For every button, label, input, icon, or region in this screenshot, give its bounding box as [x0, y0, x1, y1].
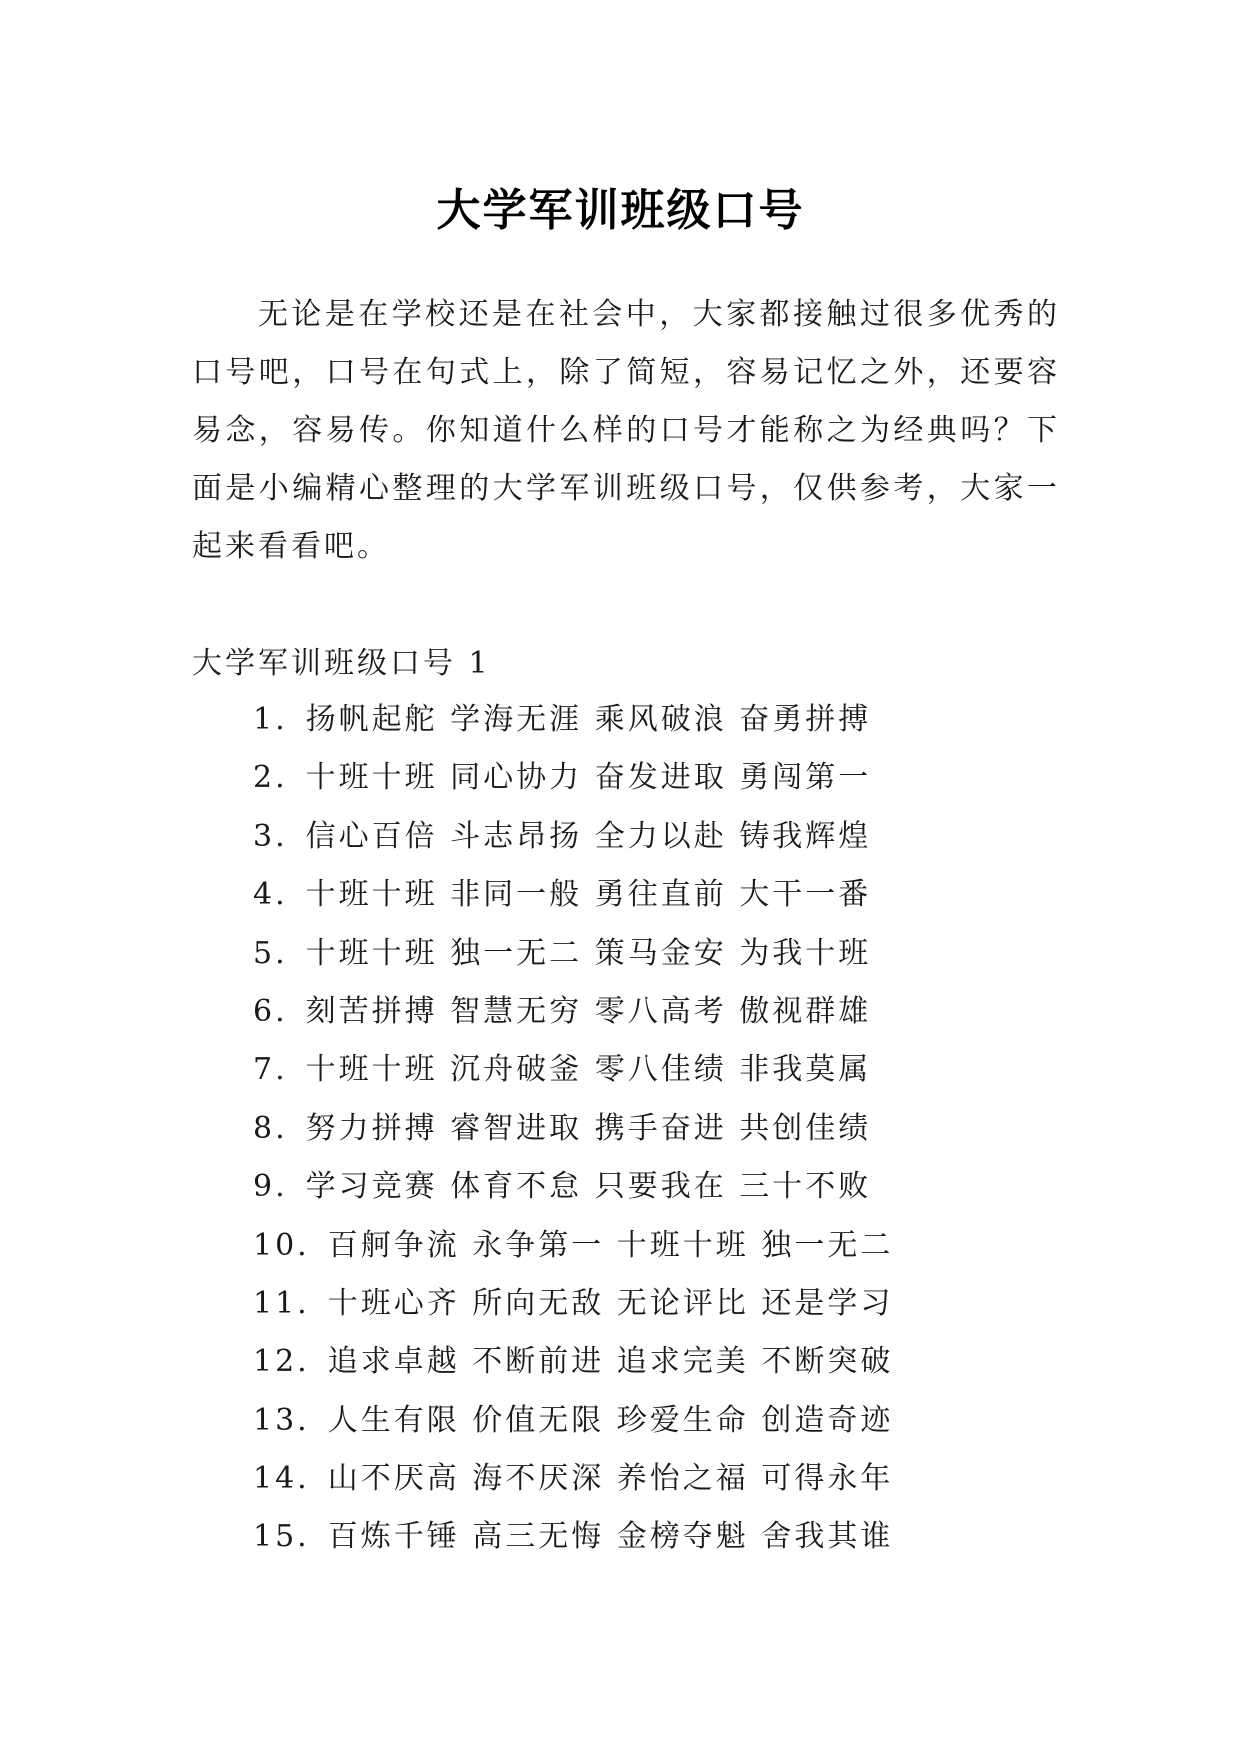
- slogan-number: 8.: [253, 1110, 288, 1146]
- slogan-text: 十班十班 独一无二 策马金安 为我十班: [305, 935, 872, 971]
- slogan-number: 12.: [253, 1344, 310, 1380]
- slogan-text: 信心百倍 斗志昂扬 全力以赴 铸我辉煌: [305, 818, 872, 854]
- slogan-item-5: [253, 932, 1053, 990]
- slogan-item-13: [253, 1399, 1053, 1457]
- slogan-item-7: [253, 1048, 1053, 1106]
- slogan-number: 2.: [253, 760, 288, 796]
- slogan-number: 6.: [253, 993, 288, 1029]
- slogan-number: 7.: [253, 1052, 288, 1088]
- document-title: 大学军训班级口号: [436, 185, 805, 237]
- slogan-number: 11.: [253, 1285, 310, 1321]
- slogan-number: 4.: [253, 877, 288, 913]
- slogan-number: 9.: [253, 1169, 288, 1205]
- slogan-item-9: [253, 1165, 1053, 1223]
- slogan-text: 人生有限 价值无限 珍爱生命 创造奇迹: [327, 1402, 894, 1438]
- slogan-item-3: [253, 815, 1053, 873]
- slogan-item-1: [253, 698, 1053, 756]
- slogan-number: 13.: [253, 1402, 310, 1438]
- slogan-text: 刻苦拼搏 智慧无穷 零八高考 傲视群雄: [305, 993, 872, 1029]
- slogan-text: 山不厌高 海不厌深 养怡之福 可得永年: [327, 1461, 894, 1497]
- slogan-text: 学习竞赛 体育不怠 只要我在 三十不败: [305, 1169, 872, 1205]
- slogan-list: [253, 698, 1053, 1574]
- slogan-number: 14.: [253, 1461, 310, 1497]
- slogan-text: 百炼千锤 高三无悔 金榜夺魁 舍我其谁: [327, 1519, 894, 1555]
- intro-paragraph: 无论是在学校还是在社会中，大家都接触过很多优秀的口号吧，口号在句式上，除了简短，容易记忆之外，还要容易念，容易传。你知道什么样的口号才能称之为经典吗？下面是小编精心整理的大学军训班级口号，仅供参考，大家一起来看看吧。: [192, 297, 1060, 564]
- slogan-item-11: [253, 1282, 1053, 1340]
- slogan-item-2: [253, 756, 1053, 814]
- slogan-item-15: [253, 1515, 1053, 1573]
- slogan-item-8: [253, 1107, 1053, 1165]
- slogan-text: 努力拼搏 睿智进取 携手奋进 共创佳绩: [305, 1110, 872, 1146]
- slogan-text: 百舸争流 永争第一 十班十班 独一无二: [327, 1227, 894, 1263]
- slogan-item-10: [253, 1224, 1053, 1282]
- slogan-item-14: [253, 1457, 1053, 1515]
- slogan-number: 1.: [253, 702, 288, 737]
- slogan-number: 15.: [253, 1519, 310, 1555]
- section-heading: 大学军训班级口号 1: [192, 646, 491, 681]
- slogan-item-12: [253, 1340, 1053, 1398]
- slogan-text: 十班心齐 所向无敌 无论评比 还是学习: [327, 1285, 894, 1321]
- slogan-text: 扬帆起舵 学海无涯 乘风破浪 奋勇拼搏: [305, 702, 872, 737]
- slogan-number: 10.: [253, 1227, 310, 1263]
- slogan-text: 追求卓越 不断前进 追求完美 不断突破: [327, 1344, 894, 1380]
- slogan-item-4: [253, 873, 1053, 931]
- slogan-text: 十班十班 非同一般 勇往直前 大干一番: [305, 877, 872, 913]
- slogan-item-6: [253, 990, 1053, 1048]
- slogan-number: 5.: [253, 935, 288, 971]
- slogan-number: 3.: [253, 818, 288, 854]
- slogan-text: 十班十班 沉舟破釜 零八佳绩 非我莫属: [305, 1052, 872, 1088]
- slogan-text: 十班十班 同心协力 奋发进取 勇闯第一: [305, 760, 872, 796]
